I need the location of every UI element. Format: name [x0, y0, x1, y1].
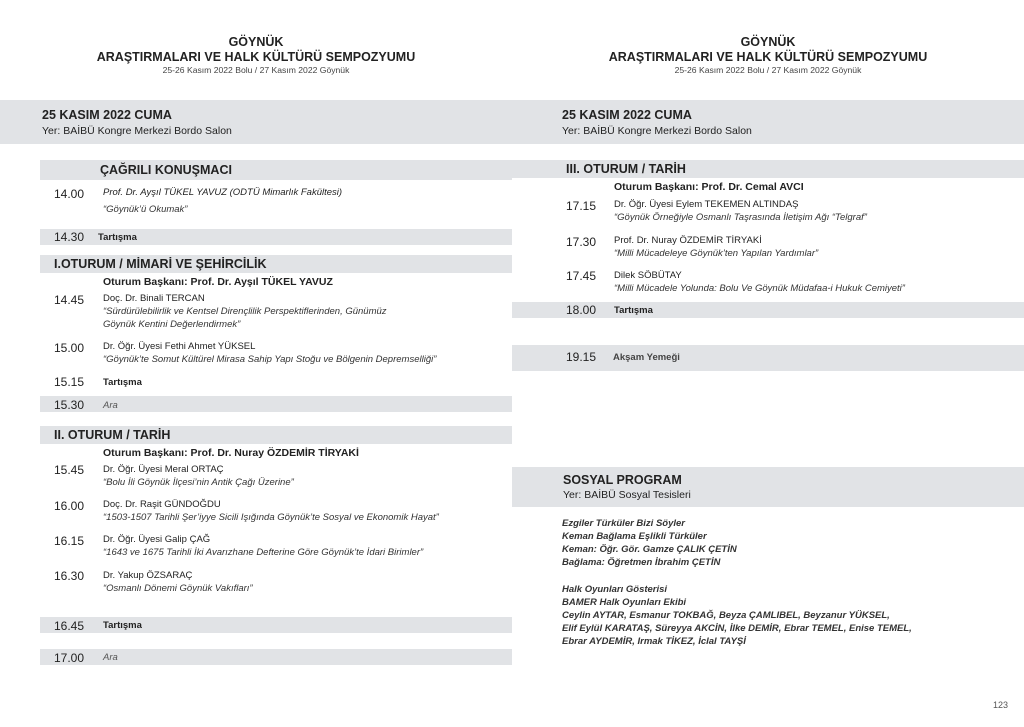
- header-dates: 25-26 Kasım 2022 Bolu / 27 Kasım 2022 Göynük: [674, 65, 862, 75]
- talk-title: “1643 ve 1675 Tarihli İki Avarızhane Defterine Göre Göynük’te İdari Birimler”: [103, 547, 424, 558]
- page-header: [0, 36, 512, 75]
- dinner-time: 19.15: [566, 350, 597, 364]
- talk-time: 17.15: [566, 199, 597, 213]
- social-line: Elif Eylül KARATAŞ, Süreyya AKCİN, İlke DEMİR, Ebrar TEMEL, Enise TEMEL,: [562, 623, 912, 634]
- discussion-time: 14.30: [54, 230, 85, 244]
- speaker-name: Dr. Öğr. Üyesi Eylem TEKEMEN ALTINDAŞ: [614, 199, 799, 210]
- talk-title: “Göynük Örneğiyle Osmanlı Taşrasında İletişim Ağı “Telgraf”: [614, 212, 867, 223]
- discussion-label: Tartışma: [98, 232, 137, 243]
- header-dates: 25-26 Kasım 2022 Bolu / 27 Kasım 2022 Göynük: [162, 65, 350, 75]
- discussion-label: Tartışma: [103, 620, 142, 631]
- session-chair: Oturum Başkanı: Prof. Dr. Nuray ÖZDEMİR TİRYAKİ: [103, 447, 359, 459]
- talk-title: “Göynük’ü Okumak”: [103, 204, 188, 215]
- talk-title: “Bolu İli Göynük İlçesi’nin Antik Çağı Üzerine”: [103, 477, 294, 488]
- speaker-name: Prof. Dr. Nuray ÖZDEMİR TİRYAKİ: [614, 235, 762, 246]
- talk-time: 15.45: [54, 463, 85, 477]
- talk-time: 16.30: [54, 569, 85, 583]
- break-label: Ara: [103, 652, 118, 663]
- social-line: Keman: Öğr. Gör. Gamze ÇALIK ÇETİN: [562, 544, 737, 555]
- discussion-label: Tartışma: [614, 305, 653, 316]
- speaker-name: Doç. Dr. Raşit GÜNDOĞDU: [103, 499, 221, 510]
- talk-title: “Sürdürülebilirlik ve Kentsel Dirençlilik Perspektiflerinden, Günümüz: [103, 306, 387, 317]
- header-line1: GÖYNÜK: [228, 35, 284, 49]
- discussion-time: 16.45: [54, 619, 85, 633]
- venue: Yer: BAİBÜ Kongre Merkezi Bordo Salon: [42, 125, 232, 137]
- header-line1: GÖYNÜK: [740, 35, 796, 49]
- date-heading: 25 KASIM 2022 CUMA: [562, 108, 692, 122]
- session2-heading: II. OTURUM / TARİH: [54, 428, 171, 442]
- page-number: 123: [992, 700, 1008, 710]
- social-line: Ebrar AYDEMİR, Irmak TİKEZ, İclal TAYŞİ: [562, 636, 746, 647]
- invited-heading: ÇAĞRILI KONUŞMACI: [100, 163, 232, 177]
- social-line: Bağlama: Öğretmen İbrahim ÇETİN: [562, 557, 721, 568]
- talk-time: 14.45: [54, 293, 85, 307]
- social-line: BAMER Halk Oyunları Ekibi: [562, 597, 687, 608]
- venue: Yer: BAİBÜ Kongre Merkezi Bordo Salon: [562, 125, 752, 137]
- talk-title: “Milli Mücadeleye Göynük’ten Yapılan Yardımlar”: [614, 248, 819, 259]
- social-line: Ceylin AYTAR, Esmanur TOKBAĞ, Beyza ÇAMLIBEL, Beyzanur YÜKSEL,: [562, 610, 890, 621]
- talk-title: “Osmanlı Dönemi Göynük Vakıfları”: [103, 583, 253, 594]
- break-time: 17.00: [54, 651, 85, 665]
- session1-heading: I.OTURUM / MİMARİ VE ŞEHİRCİLİK: [54, 257, 267, 271]
- social-heading: SOSYAL PROGRAM: [563, 473, 682, 487]
- social-venue: Yer: BAİBÜ Sosyal Tesisleri: [563, 489, 691, 501]
- social-line: Ezgiler Türküler Bizi Söyler: [562, 518, 686, 529]
- date-band: [512, 100, 1024, 144]
- talk-time: 16.00: [54, 499, 85, 513]
- break-label: Ara: [103, 400, 118, 411]
- break-time: 15.30: [54, 398, 85, 412]
- session3-heading: III. OTURUM / TARİH: [566, 162, 686, 176]
- talk-title: “Göynük’te Somut Kültürel Mirasa Sahip Yapı Stoğu ve Bölgenin Depremselliği”: [103, 354, 437, 365]
- header-line2: ARAŞTIRMALARI VE HALK KÜLTÜRÜ SEMPOZYUMU: [608, 49, 928, 64]
- date-heading: 25 KASIM 2022 CUMA: [42, 108, 172, 122]
- speaker-name: Prof. Dr. Ayşıl TÜKEL YAVUZ (ODTÜ Mimarlık Fakültesi): [103, 187, 343, 198]
- talk-title-cont: Göynük Kentini Değerlendirmek”: [103, 319, 241, 330]
- speaker-name: Dr. Öğr. Üyesi Fethi Ahmet YÜKSEL: [103, 341, 256, 352]
- speaker-name: Dr. Yakup ÖZSARAÇ: [103, 570, 193, 581]
- speaker-name: Dr. Öğr. Üyesi Galip ÇAĞ: [103, 534, 211, 545]
- discussion-label: Tartışma: [103, 377, 142, 388]
- speaker-name: Dilek SÖBÜTAY: [614, 270, 682, 281]
- talk-time: 16.15: [54, 534, 85, 548]
- talk-title: “1503-1507 Tarihli Şer’iyye Sicili Işığında Göynük’te Sosyal ve Ekonomik Hayat”: [103, 512, 439, 523]
- social-line: Keman Bağlama Eşlikli Türküler: [562, 531, 707, 542]
- speaker-name: Dr. Öğr. Üyesi Meral ORTAÇ: [103, 464, 224, 475]
- session-chair: Oturum Başkanı: Prof. Dr. Cemal AVCI: [614, 181, 804, 193]
- session-chair: Oturum Başkanı: Prof. Dr. Ayşıl TÜKEL YAVUZ: [103, 276, 333, 288]
- social-line: Halk Oyunları Gösterisi: [562, 584, 668, 595]
- talk-title: “Milli Mücadele Yolunda: Bolu Ve Göynük Müdafaa-i Hukuk Cemiyeti”: [614, 283, 905, 294]
- discussion-time: 15.15: [54, 375, 85, 389]
- talk-time: 17.30: [566, 235, 597, 249]
- date-band: [0, 100, 512, 144]
- header-line2: ARAŞTIRMALARI VE HALK KÜLTÜRÜ SEMPOZYUMU: [96, 49, 416, 64]
- talk-time: 15.00: [54, 341, 85, 355]
- dinner-label: Akşam Yemeği: [613, 352, 680, 363]
- page-header: [512, 36, 1024, 75]
- speaker-name: Doç. Dr. Binali TERCAN: [103, 293, 205, 304]
- discussion-time: 18.00: [566, 303, 597, 317]
- talk-time: 17.45: [566, 269, 597, 283]
- talk-time: 14.00: [54, 187, 85, 201]
